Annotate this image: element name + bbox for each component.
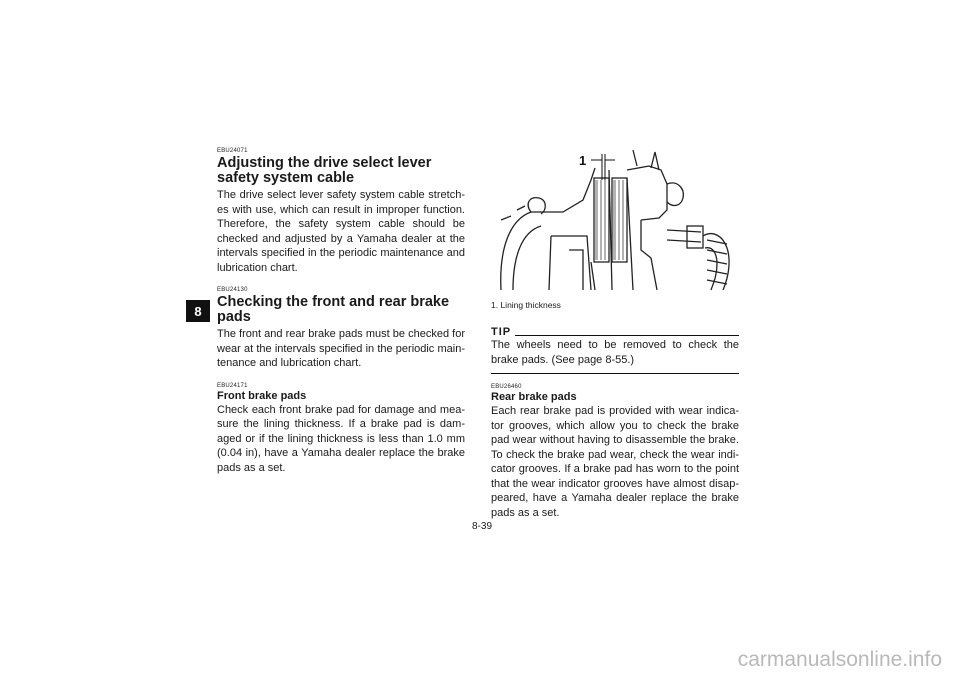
subsection-title: Front brake pads: [217, 389, 307, 402]
section-body: Check each front brake pad for damage and mea-sure the lining thickness. If a brake pad is dam-aged or if the lining thickness is less than 1.0 mm (0.04 in), have a Yamaha dealer replace the brake pads as a set.: [217, 403, 465, 474]
brake-caliper-drawing: [491, 140, 739, 296]
figure-caption: 1. Lining thickness: [491, 300, 561, 310]
chapter-tab: 8: [186, 300, 210, 322]
subsection-title: Rear brake pads: [491, 391, 577, 403]
tip-box: [491, 327, 739, 374]
tip-rule: [515, 335, 739, 336]
callout-number: 1: [579, 153, 587, 168]
right-column: [491, 140, 739, 520]
tip-label: TIP: [491, 326, 512, 338]
watermark: carmanualsonline.info: [737, 648, 942, 671]
section-code: EBU24071: [217, 148, 248, 154]
brake-pad-illustration: [491, 140, 739, 296]
section-code: EBU24130: [217, 287, 248, 293]
tip-body: The wheels need to be removed to check the brake pads. (See page 8-55.): [491, 339, 739, 366]
page-number: 8-39: [471, 521, 492, 532]
section-body: The front and rear brake pads must be checked for wear at the intervals specified in the periodic main-tenance and lubrication chart.: [217, 328, 465, 369]
section-body: The drive select lever safety system cable stretch-es with use, which can result in improper function. Therefore, the safety system cable should be checked and adjusted by a Yamaha dealer at the intervals specified in the periodic maintenance and lubrication chart.: [217, 189, 465, 274]
left-column: [217, 148, 465, 475]
section-title: Adjusting the drive select lever safety system cable: [217, 155, 432, 186]
section-code: EBU26460: [491, 384, 522, 390]
section-title: Checking the front and rear brake pads: [217, 294, 450, 325]
section-code: EBU24171: [217, 382, 248, 389]
section-body: Each rear brake pad is provided with wear indica-tor grooves, which allow you to check the brake pad wear without having to disassemble the brake. To check the brake pad wear, check the wear indi-cator grooves. If a brake pad has worn to the point that the wear indicator grooves have almost disap-peared, have a Yamaha dealer replace the brake pads as a set.: [491, 405, 739, 519]
